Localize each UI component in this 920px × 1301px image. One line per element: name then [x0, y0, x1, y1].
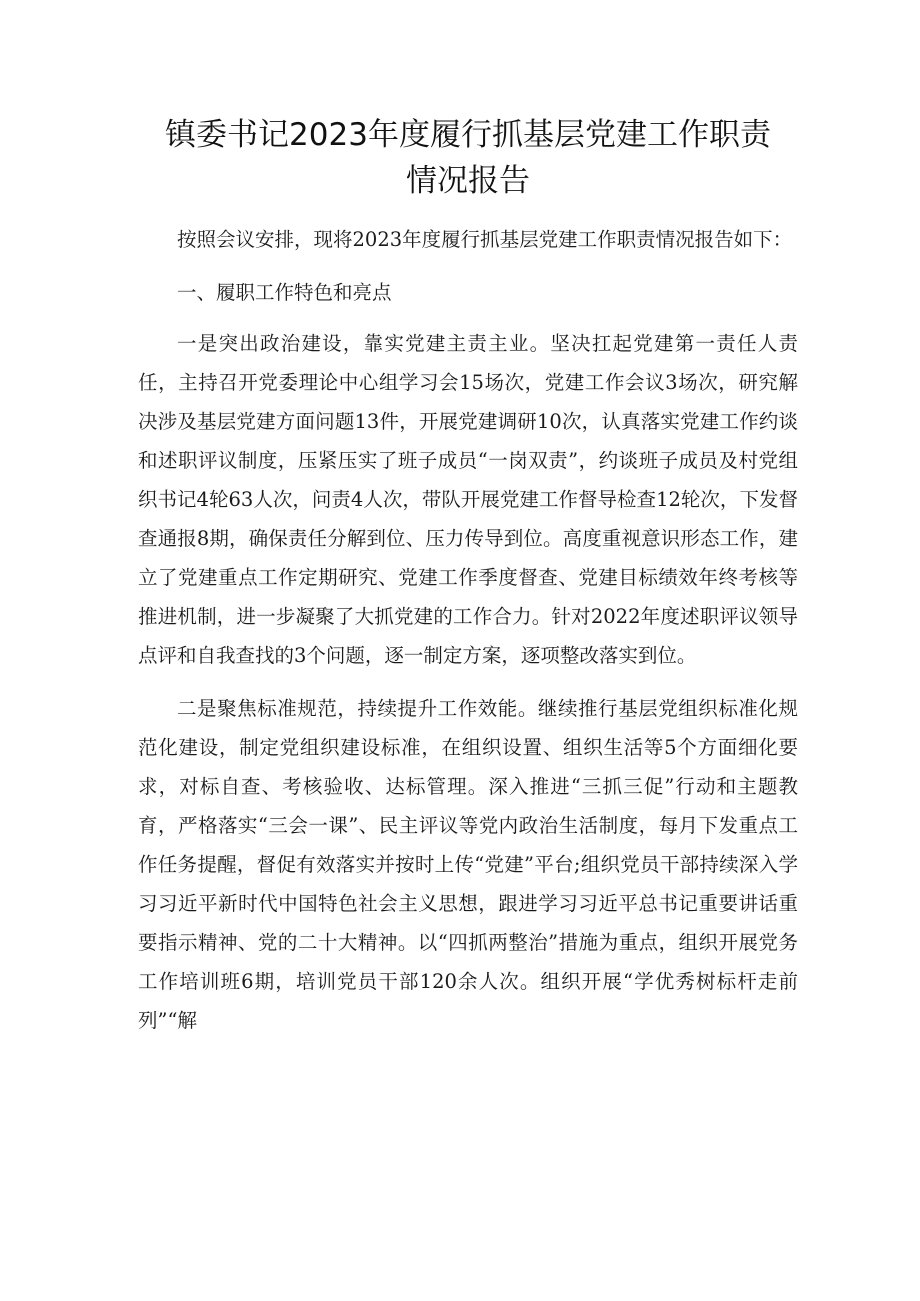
- document-title: [138, 112, 798, 204]
- intro-paragraph: 按照会议安排，现将2023年度履行抓基层党建工作职责情况报告如下：: [177, 228, 793, 251]
- title-line-2: 情况报告: [406, 163, 530, 199]
- paragraph-point-2: 二是聚焦标准规范，持续提升工作效能。继续推行基层党组织标准化规范化建设，制定党组织建设标准，在组织设置、组织生活等5个方面细化要求，对标自查、考核验收、达标管理。深入推进“三抓三促”行动和主题教育，严格落实“三会一课”、民主评议等党内政治生活制度，每月下发重点工作任务提醒，督促有效落实并按时上传“党建”平台;组织党员干部持续深入学习习近平新时代中国特色社会主义思想，跟进学习习近平总书记重要讲话重要指示精神、党的二十大精神。以“四抓两整治”措施为重点，组织开展党务工作培训班6期，培训党员干部120余人次。组织开展“学优秀树标杆走前列”“解: [138, 697, 798, 1032]
- section-heading-1: 一、履职工作特色和亮点: [177, 281, 392, 304]
- title-line-1: 镇委书记2023年度履行抓基层党建工作职责: [165, 117, 771, 153]
- paragraph-point-1: 一是突出政治建设，靠实党建主责主业。坚决扛起党建第一责任人责任，主持召开党委理论中心组学习会15场次，党建工作会议3场次，研究解决涉及基层党建方面问题13件，开展党建调研10次，认真落实党建工作约谈和述职评议制度，压紧压实了班子成员“一岗双责”，约谈班子成员及村党组织书记4轮63人次，问责4人次，带队开展党建工作督导检查12轮次，下发督查通报8期，确保责任分解到位、压力传导到位。高度重视意识形态工作，建立了党建重点工作定期研究、党建工作季度督查、党建目标绩效年终考核等推进机制，进一步凝聚了大抓党建的工作合力。针对2022年度述职评议领导点评和自我查找的3个问题，逐一制定方案，逐项整改落实到位。: [138, 332, 798, 667]
